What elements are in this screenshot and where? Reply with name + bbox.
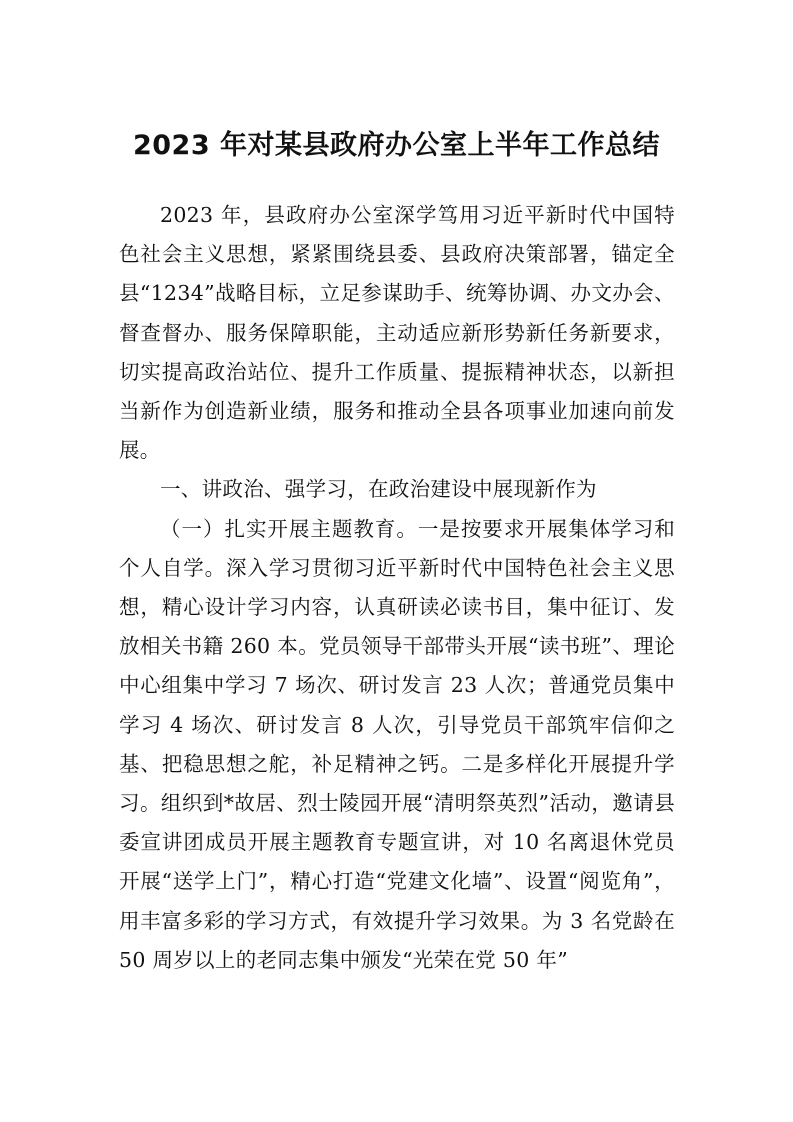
document-body — [119, 196, 675, 980]
intro-paragraph: 2023 年，县政府办公室深学笃用习近平新时代中国特色社会主义思想，紧紧围绕县委、县政府决策部署，锚定全县“1234”战略目标，立足参谋助手、统筹协调、办文办会、督查督办、服务保障职能，主动适应新形势新任务新要求，切实提高政治站位、提升工作质量、提振精神状态，以新担当新作为创造新业绩，服务和推动全县各项事业加速向前发展。 — [119, 203, 675, 463]
document-title: 2023 年对某县政府办公室上半年工作总结 — [132, 130, 661, 161]
section-heading: 一、讲政治、强学习，在政治建设中展现新作为 — [160, 477, 597, 502]
body-paragraph: （一）扎实开展主题教育。一是按要求开展集体学习和个人自学。深入学习贯彻习近平新时代中国特色社会主义思想，精心设计学习内容，认真研读必读书目，集中征订、发放相关书籍 260 本。党员领导干部带头开展“读书班”、理论中心组集中学习 7 场次、研讨发言 23 人次；普通党员集中学习 4 场次、研讨发言 8 人次，引导党员干部筑牢信仰之基、把稳思想之舵，补足精神之钙。二是多样化开展提升学习。组织到*故居、烈士陵园开展“清明祭英烈”活动，邀请县委宣讲团成员开展主题教育专题宣讲，对 10 名离退休党员开展“送学上门”，精心打造“党建文化墙”、设置“阅览角”，用丰富多彩的学习方式，有效提升学习效果。为 3 名党龄在 50 周岁以上的老同志集中颁发“光荣在党 50 年” — [119, 516, 675, 972]
